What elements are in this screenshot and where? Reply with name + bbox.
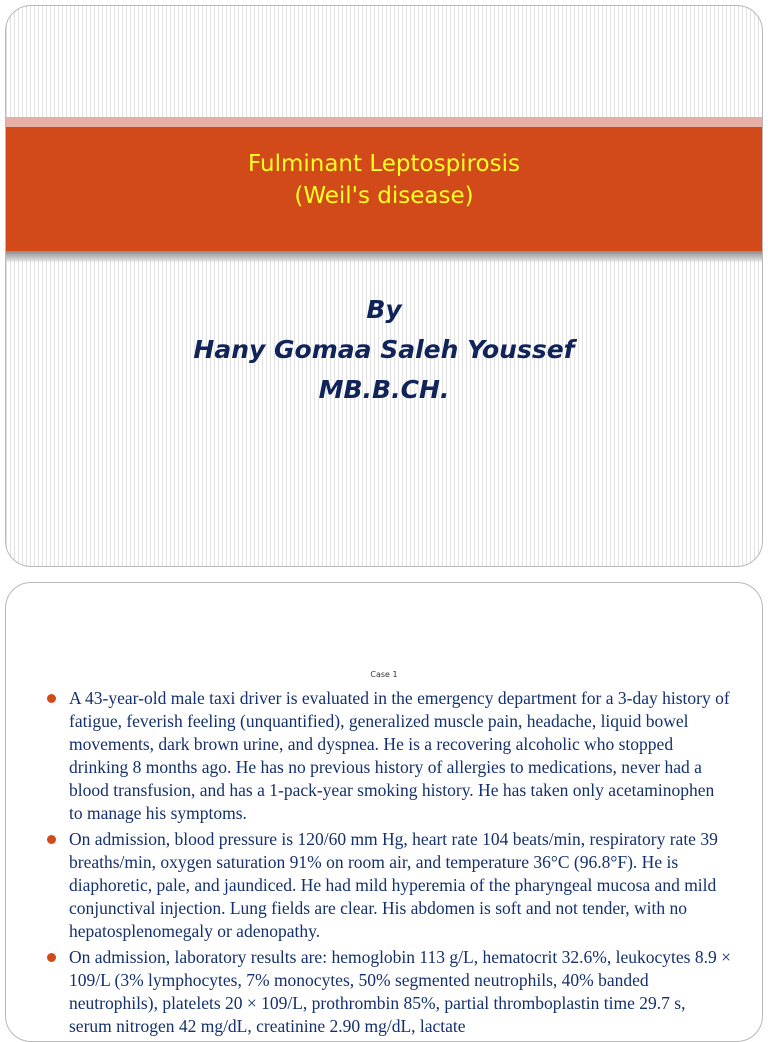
case-bullet-item	[44, 828, 732, 943]
bullet-dot-icon	[47, 835, 56, 844]
title-band	[6, 127, 762, 251]
author-by: By	[366, 295, 402, 324]
case-bullet-list	[44, 687, 732, 1041]
case-slide	[5, 582, 763, 1042]
author-degree: MB.B.CH.	[318, 375, 450, 404]
bullet-dot-icon	[47, 694, 56, 703]
author-name: Hany Gomaa Saleh Youssef	[193, 335, 575, 364]
case-bullet-text: On admission, blood pressure is 120/60 mm Hg, heart rate 104 beats/min, respiratory rate 39 breaths/min, oxygen saturation 91% on room air, and temperature 36°C (96.8°F). He is diaphoretic, pale, and jaundiced. He had mild hyperemia of the pharyngeal mucosa and mild conjunctival injection. Lung fields are clear. His abdomen is soft and not tender, with no hepatosplenomegaly or adenopathy.	[69, 829, 718, 941]
case-bullet-item	[44, 687, 732, 825]
title-slide	[5, 5, 763, 567]
case-bullet-text: A 43-year-old male taxi driver is evaluated in the emergency department for a 3-day history of fatigue, feverish feeling (unquantified), generalized muscle pain, headache, liquid bowel movements, dark brown urine, and dyspnea. He is a recovering alcoholic who stopped drinking 8 months ago. He has no previous history of allergies to medications, never had a blood transfusion, and has a 1-pack-year smoking history. He has taken only acetaminophen to manage his symptoms.	[69, 688, 730, 823]
case-bullet-text: On admission, laboratory results are: hemoglobin 113 g/L, hematocrit 32.6%, leukocytes 8.9 × 109/L (3% lymphocytes, 7% monocytes, 50% segmented neutrophils, 40% banded neutrophils), platelets 20 × 109/L, prothrombin 85%, partial thromboplastin time 29.7 s, serum nitrogen 42 mg/dL, creatinine 2.90 mg/dL, lactate	[69, 947, 731, 1036]
author-block	[6, 290, 762, 410]
title-band-accent-line	[6, 117, 762, 127]
slide-title-line-1: Fulminant Leptospirosis	[248, 151, 520, 177]
slide-title-line-2: (Weil's disease)	[294, 183, 474, 209]
bullet-dot-icon	[47, 953, 56, 962]
title-band-shadow	[6, 251, 762, 263]
case-bullet-item	[44, 946, 732, 1038]
case-title: Case 1	[370, 670, 398, 679]
